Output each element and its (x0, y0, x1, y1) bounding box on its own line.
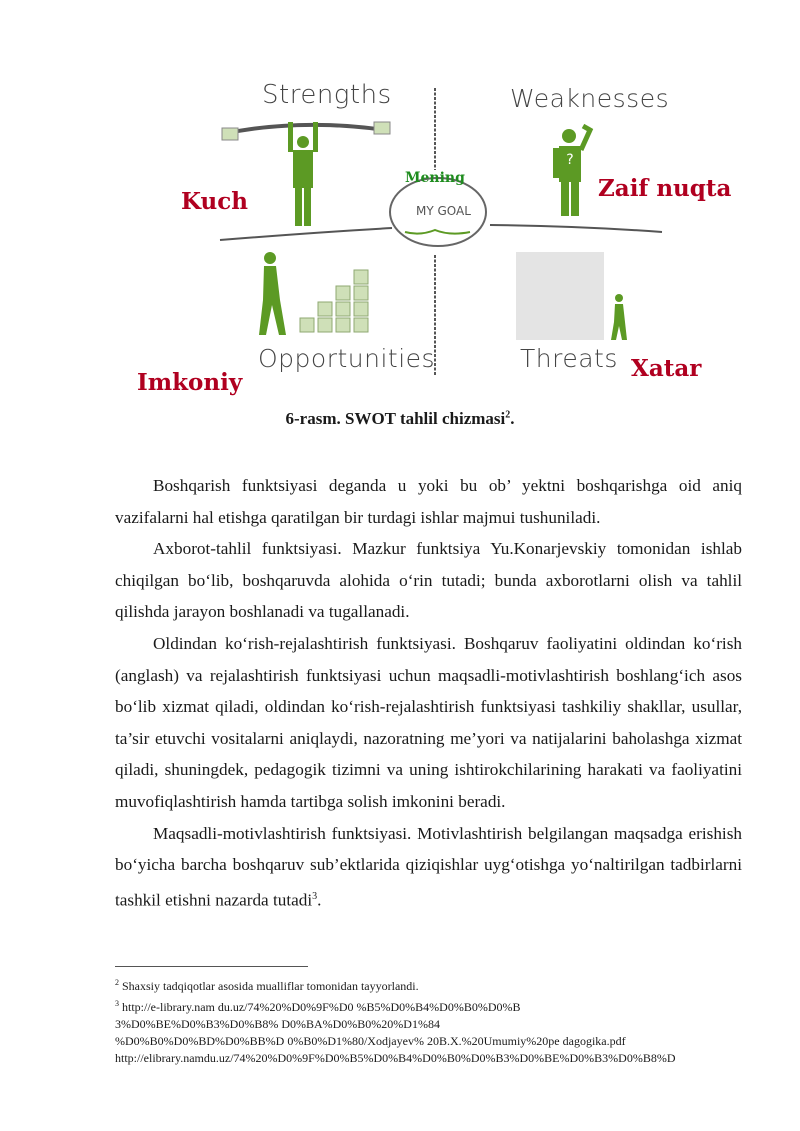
opportunities-label: Opportunities (258, 344, 436, 373)
divider-horizontal-right (490, 225, 662, 232)
footnote-3-line[interactable]: 3%D0%BE%D0%B3%D0%B8% D0%BA%D0%B0%20%D1%84 (115, 1017, 440, 1031)
threats-figure-icon (516, 252, 627, 340)
footnote-3-mark: 3 (115, 999, 119, 1008)
footnote-2-text: Shaxsiy tadqiqotlar asosida mualliflar tomonidan tayyorlandi. (119, 979, 419, 993)
zaif-nuqta-label: Zaif nuqta (598, 175, 732, 202)
center-goal-label: MY GOAL (416, 204, 471, 218)
opportunities-walker-icon (259, 252, 286, 335)
caption-footnote-ref: 2 (505, 409, 511, 421)
strengths-label: Strengths (262, 80, 392, 110)
footnotes (115, 974, 755, 1067)
footnote-3-line[interactable]: %D0%B0%D0%BD%D0%BB%D 0%B0%D1%80/Xodjayev% 20B.X.%20Umumiy%20pe dagogika.pdf (115, 1034, 626, 1048)
caption-suffix: . (510, 409, 515, 428)
kuch-label: Kuch (181, 188, 248, 215)
weaknesses-figure-icon (553, 126, 590, 216)
divider-horizontal-left (220, 228, 392, 240)
imkoniy-label: Imkoniy (137, 369, 243, 396)
footnote-3[interactable] (115, 995, 755, 1016)
footnote-3-link-alt[interactable]: http://elibrary.namdu.uz/74%20%D0%9F%D0%B5%D0%B4%D0%B0%D0%B3%D0%BE%D0%B3%D0%B8%D (115, 1051, 676, 1065)
footnote-2 (115, 974, 755, 995)
footnote-2-mark: 2 (115, 978, 119, 987)
paragraph: Axborot-tahlil funktsiyasi. Mazkur funktsiya Yu.Konarjevskiy tomonidan ishlab chiqilgan bo‘lib, boshqaruvda alohida o‘rin tutadi; bunda axborotlarni olish va tahlil qilishda jarayon boshlanadi va tugallanadi. (115, 539, 742, 622)
paragraph-footnote-ref: 3 (312, 890, 318, 902)
opportunities-boxes-icon (300, 270, 368, 332)
center-mening-label: Mening (405, 170, 465, 186)
paragraph-last-text: Maqsadli-motivlashtirish funktsiyasi. Motivlashtirish belgilangan maqsadga erishish bo‘yicha barcha boshqaruv sub’ektlarida qiziqishlar uyg‘otishga yo‘naltirilgan tadbirlarni tashkil etishni nazarda tutadi (115, 823, 742, 910)
swot-figure (0, 0, 800, 400)
paragraph: Oldindan ko‘rish-rejalashtirish funktsiyasi. Boshqaruv faoliyatini oldindan ko‘rish (anglash) va rejalashtirish funktsiyasi uchun maqsadli-motivlashtirish boshlang‘ich asos bo‘lib xizmat qiladi, oldindan ko‘rish-rejalashtirish funktsiyasi tashkiliy shakllar, usullar, ta’sir etuvchi vositalarni aniqlaydi, nazoratning me’yori va natijalarini baholashga xizmat qiladi, shuningdek, pedagogik tizimni va uning ishtirokchilarining harakati va faoliyatini muvofiqlashtirish hamda tartibga solish imkonini beradi. (115, 633, 742, 811)
paragraph-last (115, 818, 742, 917)
footnote-3-link-line[interactable]: http://e-library.nam du.uz/74%20%D0%9F%D0 %B5%D0%B4%D0%B0%D0%B (119, 1000, 521, 1014)
caption-text: 6-rasm. SWOT tahlil chizmasi (285, 409, 506, 428)
paragraph: Boshqarish funktsiyasi deganda u yoki bu ob’ yektni boshqarishga oid aniq vazifalarni hal etishga qaratilgan bir turdagi ishlar majmui tushuniladi. (115, 476, 742, 527)
footnote-rule (115, 966, 308, 967)
body-text (115, 470, 742, 916)
xatar-label: Xatar (631, 355, 702, 382)
threats-label: Threats (520, 344, 618, 373)
figure-caption (0, 409, 800, 429)
paragraph-last-suffix: . (317, 890, 322, 910)
weaknesses-label: Weaknesses (510, 84, 670, 113)
svg-text:?: ? (566, 152, 574, 168)
